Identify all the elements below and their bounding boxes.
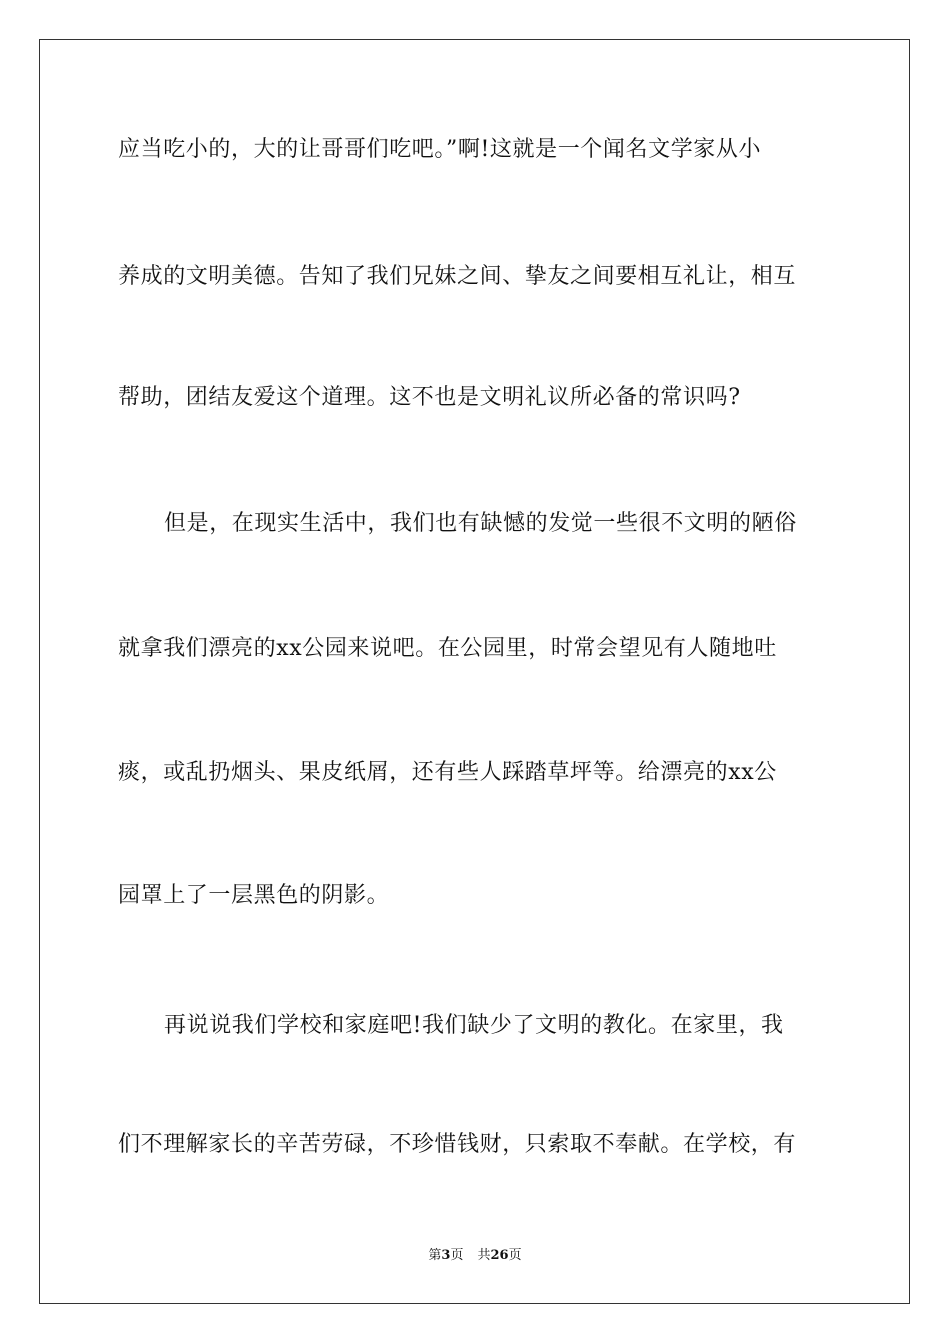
text-line-3: 帮助，团结友爱这个道理。这不也是文明礼议所必备的常识吗? [118,385,741,410]
text-line-6: 痰，或乱扔烟头、果皮纸屑，还有些人踩踏草坪等。给漂亮的xx公 [118,760,777,785]
text-line-4: 但是，在现实生活中，我们也有缺憾的发觉一些很不文明的陋俗 [164,511,797,536]
footer-total-pages: 26 [490,1248,509,1263]
page-footer [0,1247,950,1265]
footer-total-suffix: 页 [508,1248,522,1263]
text-line-5: 就拿我们漂亮的xx公园来说吧。在公园里，时常会望见有人随地吐 [118,636,777,661]
text-line-7: 园罩上了一层黑色的阴影。 [118,883,390,908]
text-line-8: 再说说我们学校和家庭吧!我们缺少了文明的教化。在家里，我 [164,1013,784,1038]
page-frame [39,39,910,1304]
footer-page-prefix: 第 [428,1248,442,1263]
footer-page-suffix: 页 [450,1248,464,1263]
text-line-9: 们不理解家长的辛苦劳碌，不珍惜钱财，只索取不奉献。在学校，有 [118,1132,797,1157]
footer-page-number: 3 [441,1248,451,1263]
text-line-2: 养成的文明美德。告知了我们兄妹之间、挚友之间要相互礼让，相互 [118,264,797,289]
text-line-1: 应当吃小的，大的让哥哥们吃吧。”啊!这就是一个闻名文学家从小 [118,137,762,162]
footer-total-prefix: 共 [477,1248,491,1263]
